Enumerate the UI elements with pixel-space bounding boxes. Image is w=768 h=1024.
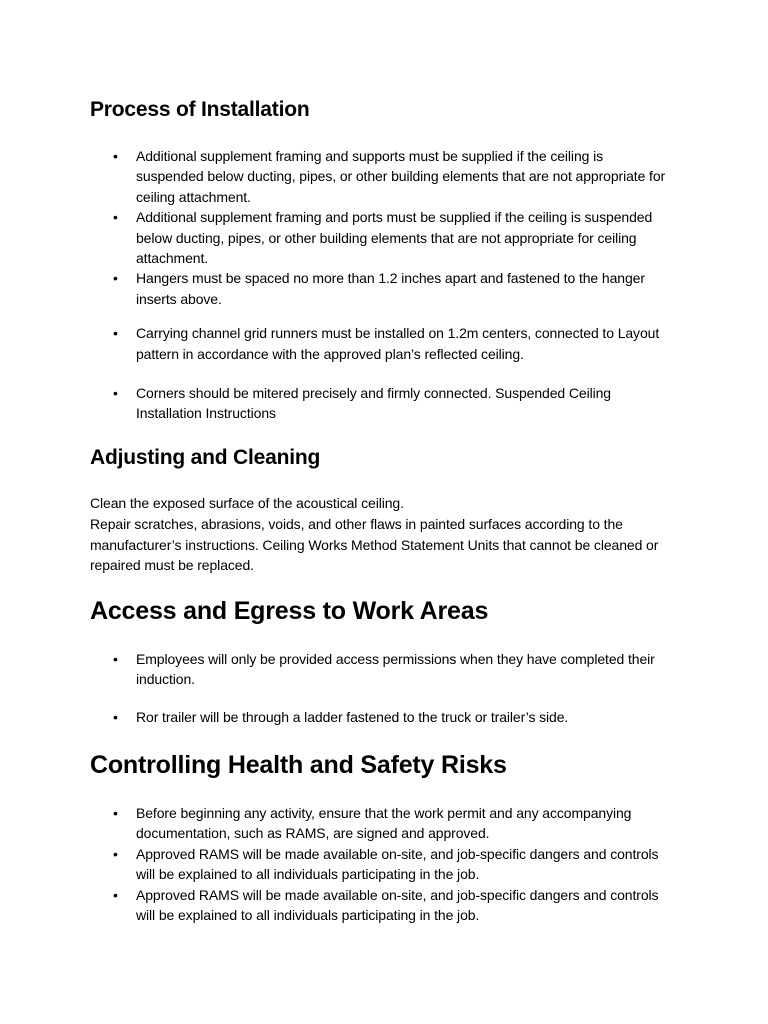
list-item-text: Approved RAMS will be made available on-site, and job-specific dangers and controls will be explained to all individuals participating in the job.: [136, 886, 659, 924]
list-item: [0, 707, 768, 727]
adjusting-line-1: Clean the exposed surface of the acoustical ceiling.: [90, 495, 404, 511]
bullet-icon: •: [113, 805, 118, 821]
list-item: [0, 803, 768, 844]
list-item-text: Carrying channel grid runners must be installed on 1.2m centers, connected to Layout pattern in accordance with the approved plan’s reflected ceiling.: [136, 325, 660, 362]
list-item-text: Employees will only be provided access permissions when they have completed their induction.: [136, 651, 655, 688]
list-item-text: Ror trailer will be through a ladder fastened to the truck or trailer’s side.: [136, 708, 569, 725]
bullet-icon: •: [113, 209, 118, 226]
heading-controlling-health-and-safety: Controlling Health and Safety Risks: [90, 751, 507, 779]
list-item: [0, 383, 768, 424]
list-item: [0, 207, 768, 268]
heading-adjusting-and-cleaning: Adjusting and Cleaning: [90, 446, 321, 469]
list-item: [0, 844, 768, 885]
bullet-icon: •: [113, 651, 118, 667]
list-item: [0, 649, 768, 690]
bullet-icon: •: [113, 385, 118, 402]
access-list: [0, 649, 768, 727]
bullet-icon: •: [113, 270, 118, 287]
adjusting-paragraph: [90, 493, 690, 576]
list-item-text: Before beginning any activity, ensure that the work permit and any accompanying documentation, such as RAMS, are signed and approved.: [136, 805, 632, 842]
list-item: [0, 885, 768, 926]
heading-process-of-installation: Process of Installation: [90, 98, 310, 121]
bullet-icon: •: [113, 845, 118, 862]
list-item-text: Additional supplement framing and ports must be supplied if the ceiling is suspended below ducting, pipes, or other building elements that are not appropriate for ceiling attachment.: [136, 209, 653, 267]
list-item-text: Additional supplement framing and supports must be supplied if the ceiling is suspended below ducting, pipes, or other building elements that are not appropriate for ceiling attachment.: [136, 148, 666, 205]
list-item-text: Hangers must be spaced no more than 1.2 inches apart and fastened to the hanger inserts above.: [136, 270, 645, 307]
list-item: [0, 323, 768, 364]
bullet-icon: •: [113, 708, 118, 725]
heading-access-and-egress: Access and Egress to Work Areas: [90, 597, 489, 625]
adjusting-line-2: Repair scratches, abrasions, voids, and other flaws in painted surfaces according to the manufacturer’s instructions. Ceiling Works Method Statement Units that cannot be cleaned or repaired must be replaced.: [90, 515, 659, 574]
list-item: [0, 268, 768, 309]
list-item: [0, 146, 768, 207]
bullet-icon: •: [113, 148, 118, 164]
list-item-text: Approved RAMS will be made available on-site, and job-specific dangers and controls will be explained to all individuals participating in the job.: [136, 845, 659, 883]
bullet-icon: •: [113, 325, 118, 342]
process-list: [0, 146, 768, 424]
controlling-list: [0, 803, 768, 925]
list-item-text: Corners should be mitered precisely and firmly connected. Suspended Ceiling Installation Instructions: [136, 385, 611, 422]
bullet-icon: •: [113, 886, 118, 903]
